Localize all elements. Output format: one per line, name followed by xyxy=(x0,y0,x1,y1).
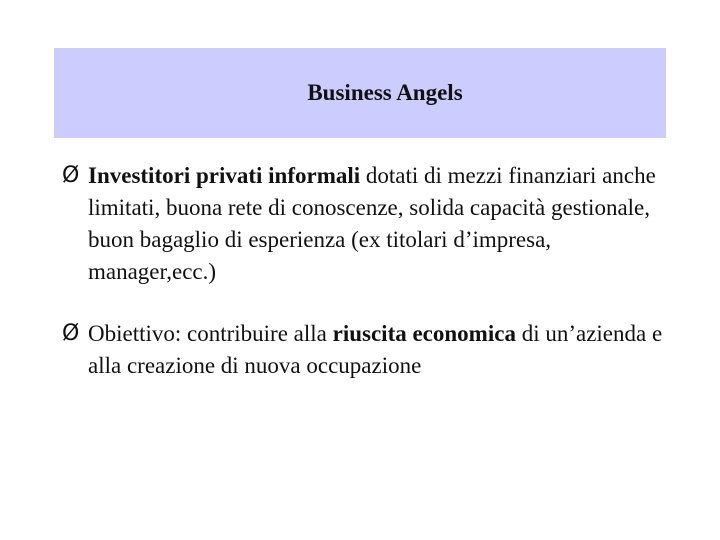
bullet-text xyxy=(88,318,672,382)
arrow-bullet-icon: Ø xyxy=(62,321,80,346)
bullet-before: Obiettivo: contribuire alla xyxy=(88,321,333,346)
bullet-rest: dotati di mezzi finanziari anche limitati, buona rete di conoscenze, solida capacità gestionale, buon bagaglio di esperienza (ex titolari d’impresa, manager,ecc.) xyxy=(88,163,656,284)
bullet-item-objective xyxy=(62,318,672,382)
arrow-bullet-icon: Ø xyxy=(62,163,80,188)
title-band xyxy=(54,48,666,138)
bullet-item-investors xyxy=(62,160,672,288)
bullet-list xyxy=(62,160,672,382)
bullet-text xyxy=(88,160,672,288)
bullet-bold: riuscita economica xyxy=(332,321,516,346)
bullet-bold-lead: Investitori privati informali xyxy=(88,163,361,188)
bullet-after: di un’azienda e alla creazione di nuova occupazione xyxy=(88,321,663,378)
slide-title: Business Angels xyxy=(307,80,463,105)
